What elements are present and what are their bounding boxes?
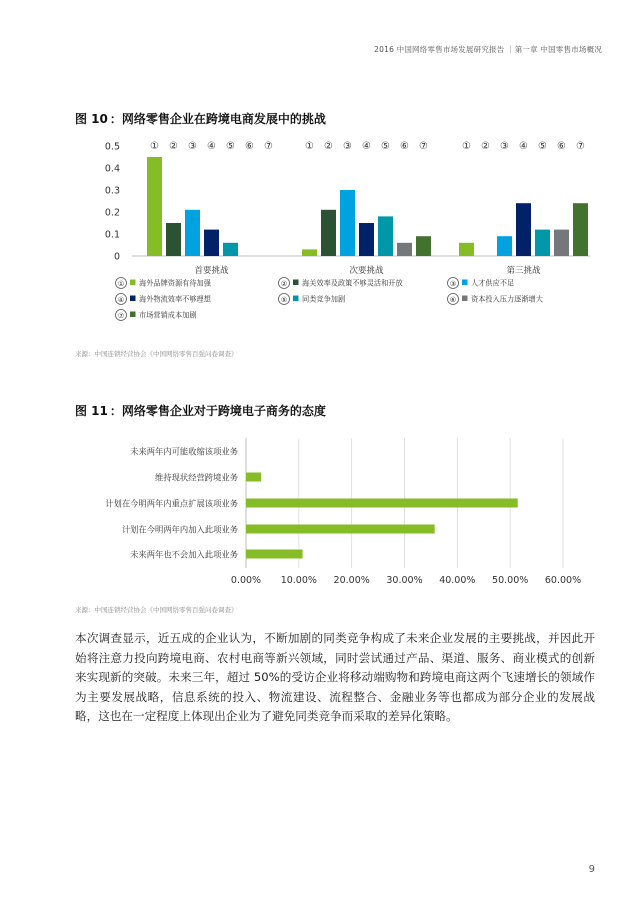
series-marker-label: ①: [462, 141, 471, 152]
category-label: 首要挑战: [194, 266, 229, 276]
category-label: 未来两年内可能收缩该项业务: [130, 446, 238, 457]
series-marker-label: ③: [188, 141, 197, 152]
series-marker-label: ⑥: [557, 141, 566, 152]
series-marker-label: ⑦: [576, 141, 585, 152]
category-label: 计划在今明两年内重点扩展该项业务: [105, 498, 238, 509]
figure-10-source: 来源：中国连锁经营协会《中国网络零售百强问卷调查》: [75, 350, 238, 358]
y-tick-label: 0.5: [104, 141, 120, 153]
series-marker-label: ①: [150, 141, 159, 152]
legend-marker-number: ④: [117, 296, 125, 304]
series-marker-label: ③: [343, 141, 352, 152]
legend-marker-number: ②: [280, 280, 288, 288]
series-marker-label: ②: [481, 141, 490, 152]
category-label: 计划在今明两年内加入此项业务: [121, 524, 238, 535]
figure-11-label: 图 11: [75, 404, 108, 418]
y-tick-label: 0.1: [104, 229, 120, 241]
series-marker-label: ⑤: [538, 141, 547, 152]
figure-10-label: 图 10: [75, 112, 108, 126]
legend-marker-number: ③: [449, 280, 457, 288]
figure-11-title: 图 11 ：网络零售企业对于跨境电子商务的态度: [75, 404, 326, 418]
legend-label: 市场营销成本加剧: [139, 310, 197, 320]
series-marker-label: ④: [519, 141, 528, 152]
legend-marker-number: ⑥: [449, 296, 457, 304]
series-marker-label: ⑤: [381, 141, 390, 152]
y-tick-label: 0.2: [104, 207, 120, 219]
x-tick-label: 50.00%: [492, 575, 529, 586]
y-tick-label: 0.4: [104, 163, 120, 175]
series-marker-label: ②: [324, 141, 333, 152]
legend-marker-number: ⑦: [117, 312, 125, 320]
bar-5: [246, 550, 303, 559]
category-label: 未来两年也不会加入此项业务: [130, 549, 238, 560]
series-marker-label: ③: [500, 141, 509, 152]
bar-3: [246, 499, 518, 508]
category-label: 维持现状经营跨境业务: [155, 472, 238, 483]
legend-label: 资本投入压力逐渐增大: [471, 294, 543, 304]
x-tick-label: 10.00%: [280, 575, 317, 586]
legend-label: 海关效率及政策不够灵活和开放: [302, 278, 403, 288]
page-header: 2016 中国网络零售市场发展研究报告 ｜第一章 中国零售市场概况: [374, 45, 602, 54]
category-label: 次要挑战: [349, 266, 384, 276]
page-number: 9: [588, 864, 595, 875]
legend-marker-number: ⑤: [280, 296, 288, 304]
series-marker-label: ②: [169, 141, 178, 152]
figure-11-title-text: 网络零售企业对于跨境电子商务的态度: [121, 404, 326, 418]
bar-4: [246, 525, 435, 534]
x-tick-label: 0.00%: [230, 575, 262, 586]
legend-marker-number: ①: [117, 280, 125, 288]
body-text: 本次调查显示，近五成的企业认为，不断加剧的同类竞争构成了未来企业发展的主要挑战，并因此开始将注意力投向跨境电商、农村电商等新兴领域，同时尝试通过产品、渠道、服务、商业模式的创新来实现新的突破。未来三年，超过 50%的受访企业将移动端购物和跨境电商这两个飞速增长的领域作为主要发展战略，信息系统的投入、物流建设、流程整合、金融业务等也都成为部分企业的发展战略，这也在一定程度上体现出企业为了避免同类竞争而采取的差异化策略。: [75, 631, 595, 723]
x-tick-label: 60.00%: [544, 575, 582, 586]
series-marker-label: ⑤: [226, 141, 235, 152]
legend-label: 海外品牌资源有待加强: [139, 278, 211, 288]
x-tick-label: 40.00%: [439, 575, 476, 586]
legend-label: 同类竞争加剧: [302, 294, 346, 304]
figure-10-title: 图 10 ：网络零售企业在跨境电商发展中的挑战: [75, 112, 326, 126]
figure-10-title-text: 网络零售企业在跨境电商发展中的挑战: [121, 112, 326, 126]
body-paragraph: [75, 629, 595, 727]
x-tick-label: 30.00%: [386, 575, 423, 586]
series-marker-label: ⑦: [419, 141, 428, 152]
legend-label: 人才供应不足: [471, 278, 515, 288]
figure-11-source: 来源：中国连锁经营协会《中国网络零售百强问卷调查》: [75, 606, 238, 614]
x-tick-label: 20.00%: [333, 575, 370, 586]
series-marker-label: ④: [207, 141, 216, 152]
series-marker-label: ④: [362, 141, 371, 152]
series-marker-label: ⑥: [245, 141, 254, 152]
y-tick-label: 0: [113, 251, 120, 263]
bar-2: [246, 473, 261, 482]
y-tick-label: 0.3: [104, 185, 120, 197]
legend-label: 海外物流效率不够理想: [139, 294, 211, 304]
series-marker-label: ⑦: [264, 141, 273, 152]
category-label: 第三挑战: [506, 266, 541, 276]
series-marker-label: ①: [305, 141, 314, 152]
series-marker-label: ⑥: [400, 141, 409, 152]
